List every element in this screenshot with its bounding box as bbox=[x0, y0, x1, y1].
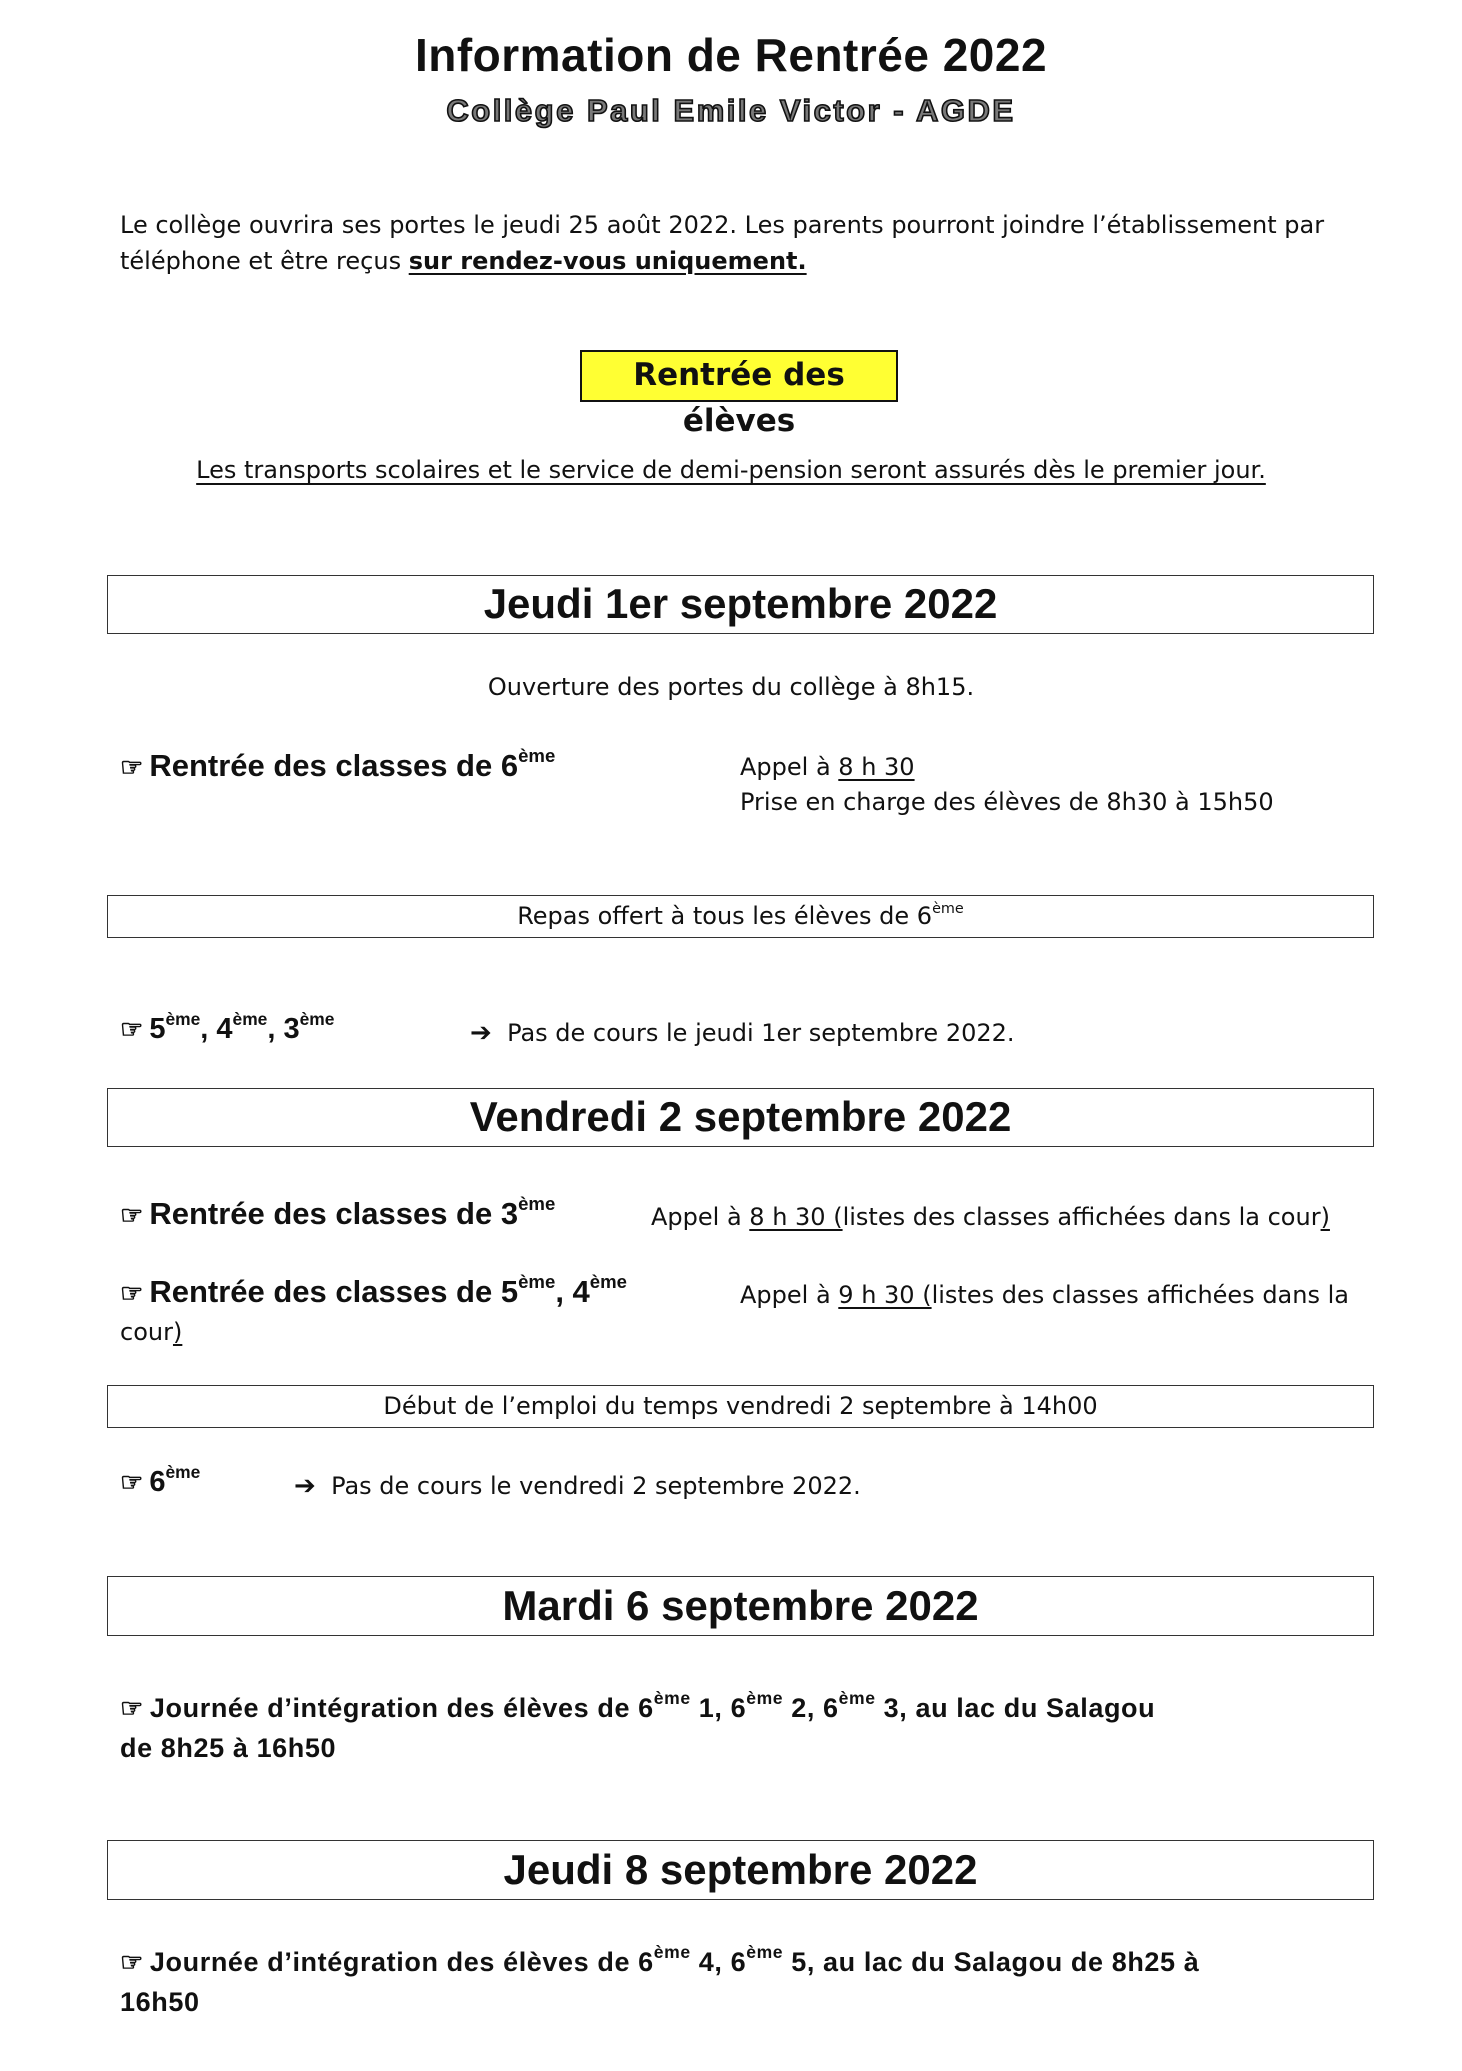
appel-time: 8 h 30 bbox=[838, 753, 915, 781]
integration-day-6eme-1-3-time: de 8h25 à 16h50 bbox=[120, 1733, 337, 1763]
pointing-hand-icon: ☞ bbox=[120, 1947, 144, 1977]
rentree-3eme: ☞ Rentrée des classes de 3ème bbox=[120, 1193, 556, 1231]
transport-note: Les transports scolaires et le service de demi-pension seront assurés dès le premier jour. bbox=[196, 456, 1266, 484]
day-heading-jeudi-1: Jeudi 1er septembre 2022 bbox=[107, 575, 1374, 634]
page-subtitle: Collège Paul Emile Victor - AGDE bbox=[446, 93, 1016, 128]
pointing-hand-icon: ☞ bbox=[120, 1467, 144, 1497]
arrow-right-icon: ➔ bbox=[294, 1471, 316, 1501]
integration-day-6eme-4-5-time: 16h50 bbox=[120, 1987, 200, 2017]
pointing-hand-icon: ☞ bbox=[120, 1200, 144, 1230]
pointing-hand-icon: ☞ bbox=[120, 1693, 144, 1723]
day-heading-mardi-6: Mardi 6 septembre 2022 bbox=[107, 1576, 1374, 1636]
pointing-hand-icon: ☞ bbox=[120, 1278, 144, 1308]
arrow-right-icon: ➔ bbox=[470, 1018, 492, 1048]
pointing-hand-icon: ☞ bbox=[120, 752, 144, 782]
no-class-day1: ➔ Pas de cours le jeudi 1er septembre 2022. bbox=[470, 1018, 1015, 1048]
day-heading-vendredi-2: Vendredi 2 septembre 2022 bbox=[107, 1088, 1374, 1147]
intro-emphasis: sur rendez-vous uniquement. bbox=[408, 247, 807, 275]
rentree-5eme-4eme: ☞ Rentrée des classes de 5ème, 4ème bbox=[120, 1271, 627, 1309]
item-label: Rentrée des classes de 6 bbox=[149, 748, 519, 783]
sixth-grade-line: ☞ 6ème bbox=[120, 1461, 201, 1498]
no-class-day2: ➔ Pas de cours le vendredi 2 septembre 2022. bbox=[294, 1471, 861, 1501]
meal-note: Repas offert à tous les élèves de 6ème bbox=[107, 895, 1374, 938]
appel-5eme-4eme: Appel à 9 h 30 (listes des classes affichées dans la bbox=[740, 1281, 1349, 1309]
appel-label: Appel à bbox=[740, 753, 839, 781]
emploi-du-temps-note: Début de l’emploi du temps vendredi 2 septembre à 14h00 bbox=[107, 1385, 1374, 1428]
appel-5eme-4eme-cont: cour) bbox=[120, 1318, 183, 1346]
meal-text: Repas offert à tous les élèves de 6 bbox=[517, 902, 933, 930]
intro-paragraph bbox=[120, 207, 1360, 279]
intro-text: Le collège ouvrira ses portes le jeudi 25 août 2022. Les parents pourront joindre l’établissement par téléphone et être reçus bbox=[120, 211, 1325, 275]
pointing-hand-icon: ☞ bbox=[120, 1014, 144, 1044]
appel-3eme: Appel à 8 h 30 (listes des classes affichées dans la cour) bbox=[651, 1203, 1330, 1231]
section-label-highlight: Rentrée des élèves bbox=[580, 350, 898, 402]
integration-day-6eme-4-5: ☞ Journée d’intégration des élèves de 6ème 4, 6ème 5, au lac du Salagou de 8h25 à bbox=[120, 1941, 1200, 1977]
opening-time: Ouverture des portes du collège à 8h15. bbox=[487, 673, 975, 701]
appel-6eme bbox=[740, 753, 915, 781]
rentree-6eme: ☞ Rentrée des classes de 6ème bbox=[120, 745, 556, 783]
page-title: Information de Rentrée 2022 bbox=[414, 29, 1048, 81]
other-grades-line: ☞ 5ème, 4ème, 3ème bbox=[120, 1008, 335, 1045]
prise-en-charge: Prise en charge des élèves de 8h30 à 15h50 bbox=[740, 788, 1274, 816]
day-heading-jeudi-8: Jeudi 8 septembre 2022 bbox=[107, 1840, 1374, 1900]
integration-day-6eme-1-3: ☞ Journée d’intégration des élèves de 6ème 1, 6ème 2, 6ème 3, au lac du Salagou bbox=[120, 1687, 1156, 1723]
